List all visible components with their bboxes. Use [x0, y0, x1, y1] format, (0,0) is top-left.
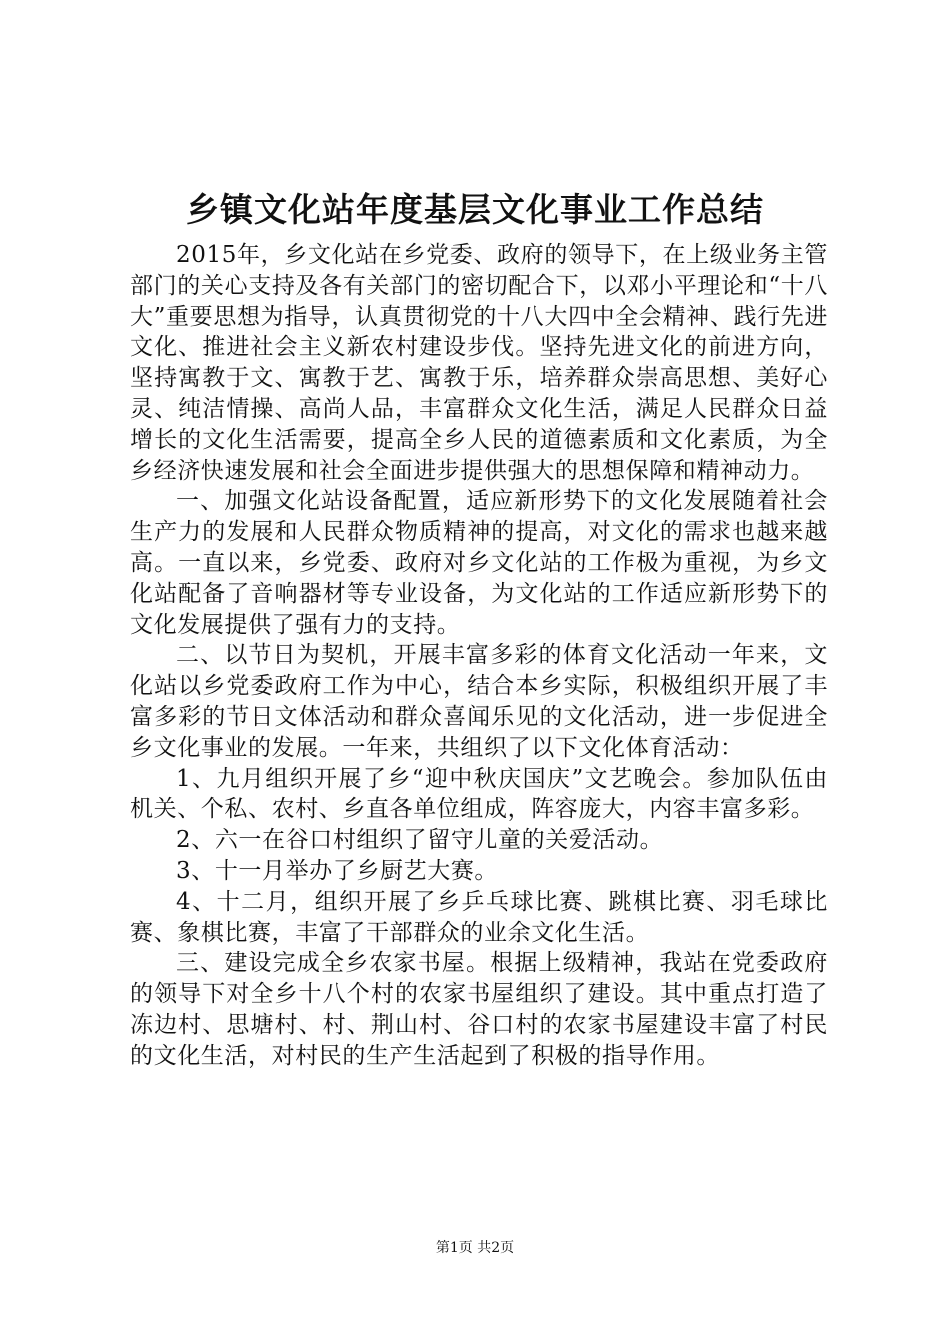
- document-body: [130, 240, 828, 1072]
- paragraph-intro: 2015年，乡文化站在乡党委、政府的领导下，在上级业务主管部门的关心支持及各有关部门的密切配合下，以邓小平理论和“十八大”重要思想为指导，认真贯彻党的十八大四中全会精神、践行先进文化、推进社会主义新农村建设步伐。坚持先进文化的前进方向，坚持寓教于文、寓教于艺、寓教于乐，培养群众崇高思想、美好心灵、纯洁情操、高尚人品，丰富群众文化生活，满足人民群众日益增长的文化生活需要，提高全乡人民的道德素质和文化素质，为全乡经济快速发展和社会全面进步提供强大的思想保障和精神动力。: [130, 242, 828, 484]
- paragraph-activity-1: 1、九月组织开展了乡“迎中秋庆国庆”文艺晚会。参加队伍由机关、个私、农村、乡直各单位组成，阵容庞大，内容丰富多彩。: [130, 765, 828, 823]
- paragraph-section-3: 三、建设完成全乡农家书屋。根据上级精神，我站在党委政府的领导下对全乡十八个村的农家书屋组织了建设。其中重点打造了冻边村、思塘村、村、荆山村、谷口村的农家书屋建设丰富了村民的文化生活，对村民的生产生活起到了积极的指导作用。: [130, 950, 828, 1069]
- paragraph-section-1: 一、加强文化站设备配置，适应新形势下的文化发展随着社会生产力的发展和人民群众物质精神的提高，对文化的需求也越来越高。一直以来，乡党委、政府对乡文化站的工作极为重视，为乡文化站配备了音响器材等专业设备，为文化站的工作适应新形势下的文化发展提供了强有力的支持。: [130, 488, 828, 638]
- document-title: 乡镇文化站年度基层文化事业工作总结: [186, 190, 764, 229]
- paragraph-section-2: 二、以节日为契机，开展丰富多彩的体育文化活动一年来，文化站以乡党委政府工作为中心，结合本乡实际，积极组织开展了丰富多彩的节日文体活动和群众喜闻乐见的文化活动，进一步促进全乡文化事业的发展。一年来，共组织了以下文化体育活动：: [130, 642, 828, 761]
- page-number-footer: 第1页 共2页: [435, 1240, 515, 1256]
- paragraph-activity-2: 2、六一在谷口村组织了留守儿童的关爱活动。: [176, 827, 664, 854]
- paragraph-activity-3: 3、十一月举办了乡厨艺大赛。: [176, 857, 499, 884]
- paragraph-activity-4: 4、十二月，组织开展了乡乒乓球比赛、跳棋比赛、羽毛球比赛、象棋比赛，丰富了干部群众的业余文化生活。: [130, 888, 828, 946]
